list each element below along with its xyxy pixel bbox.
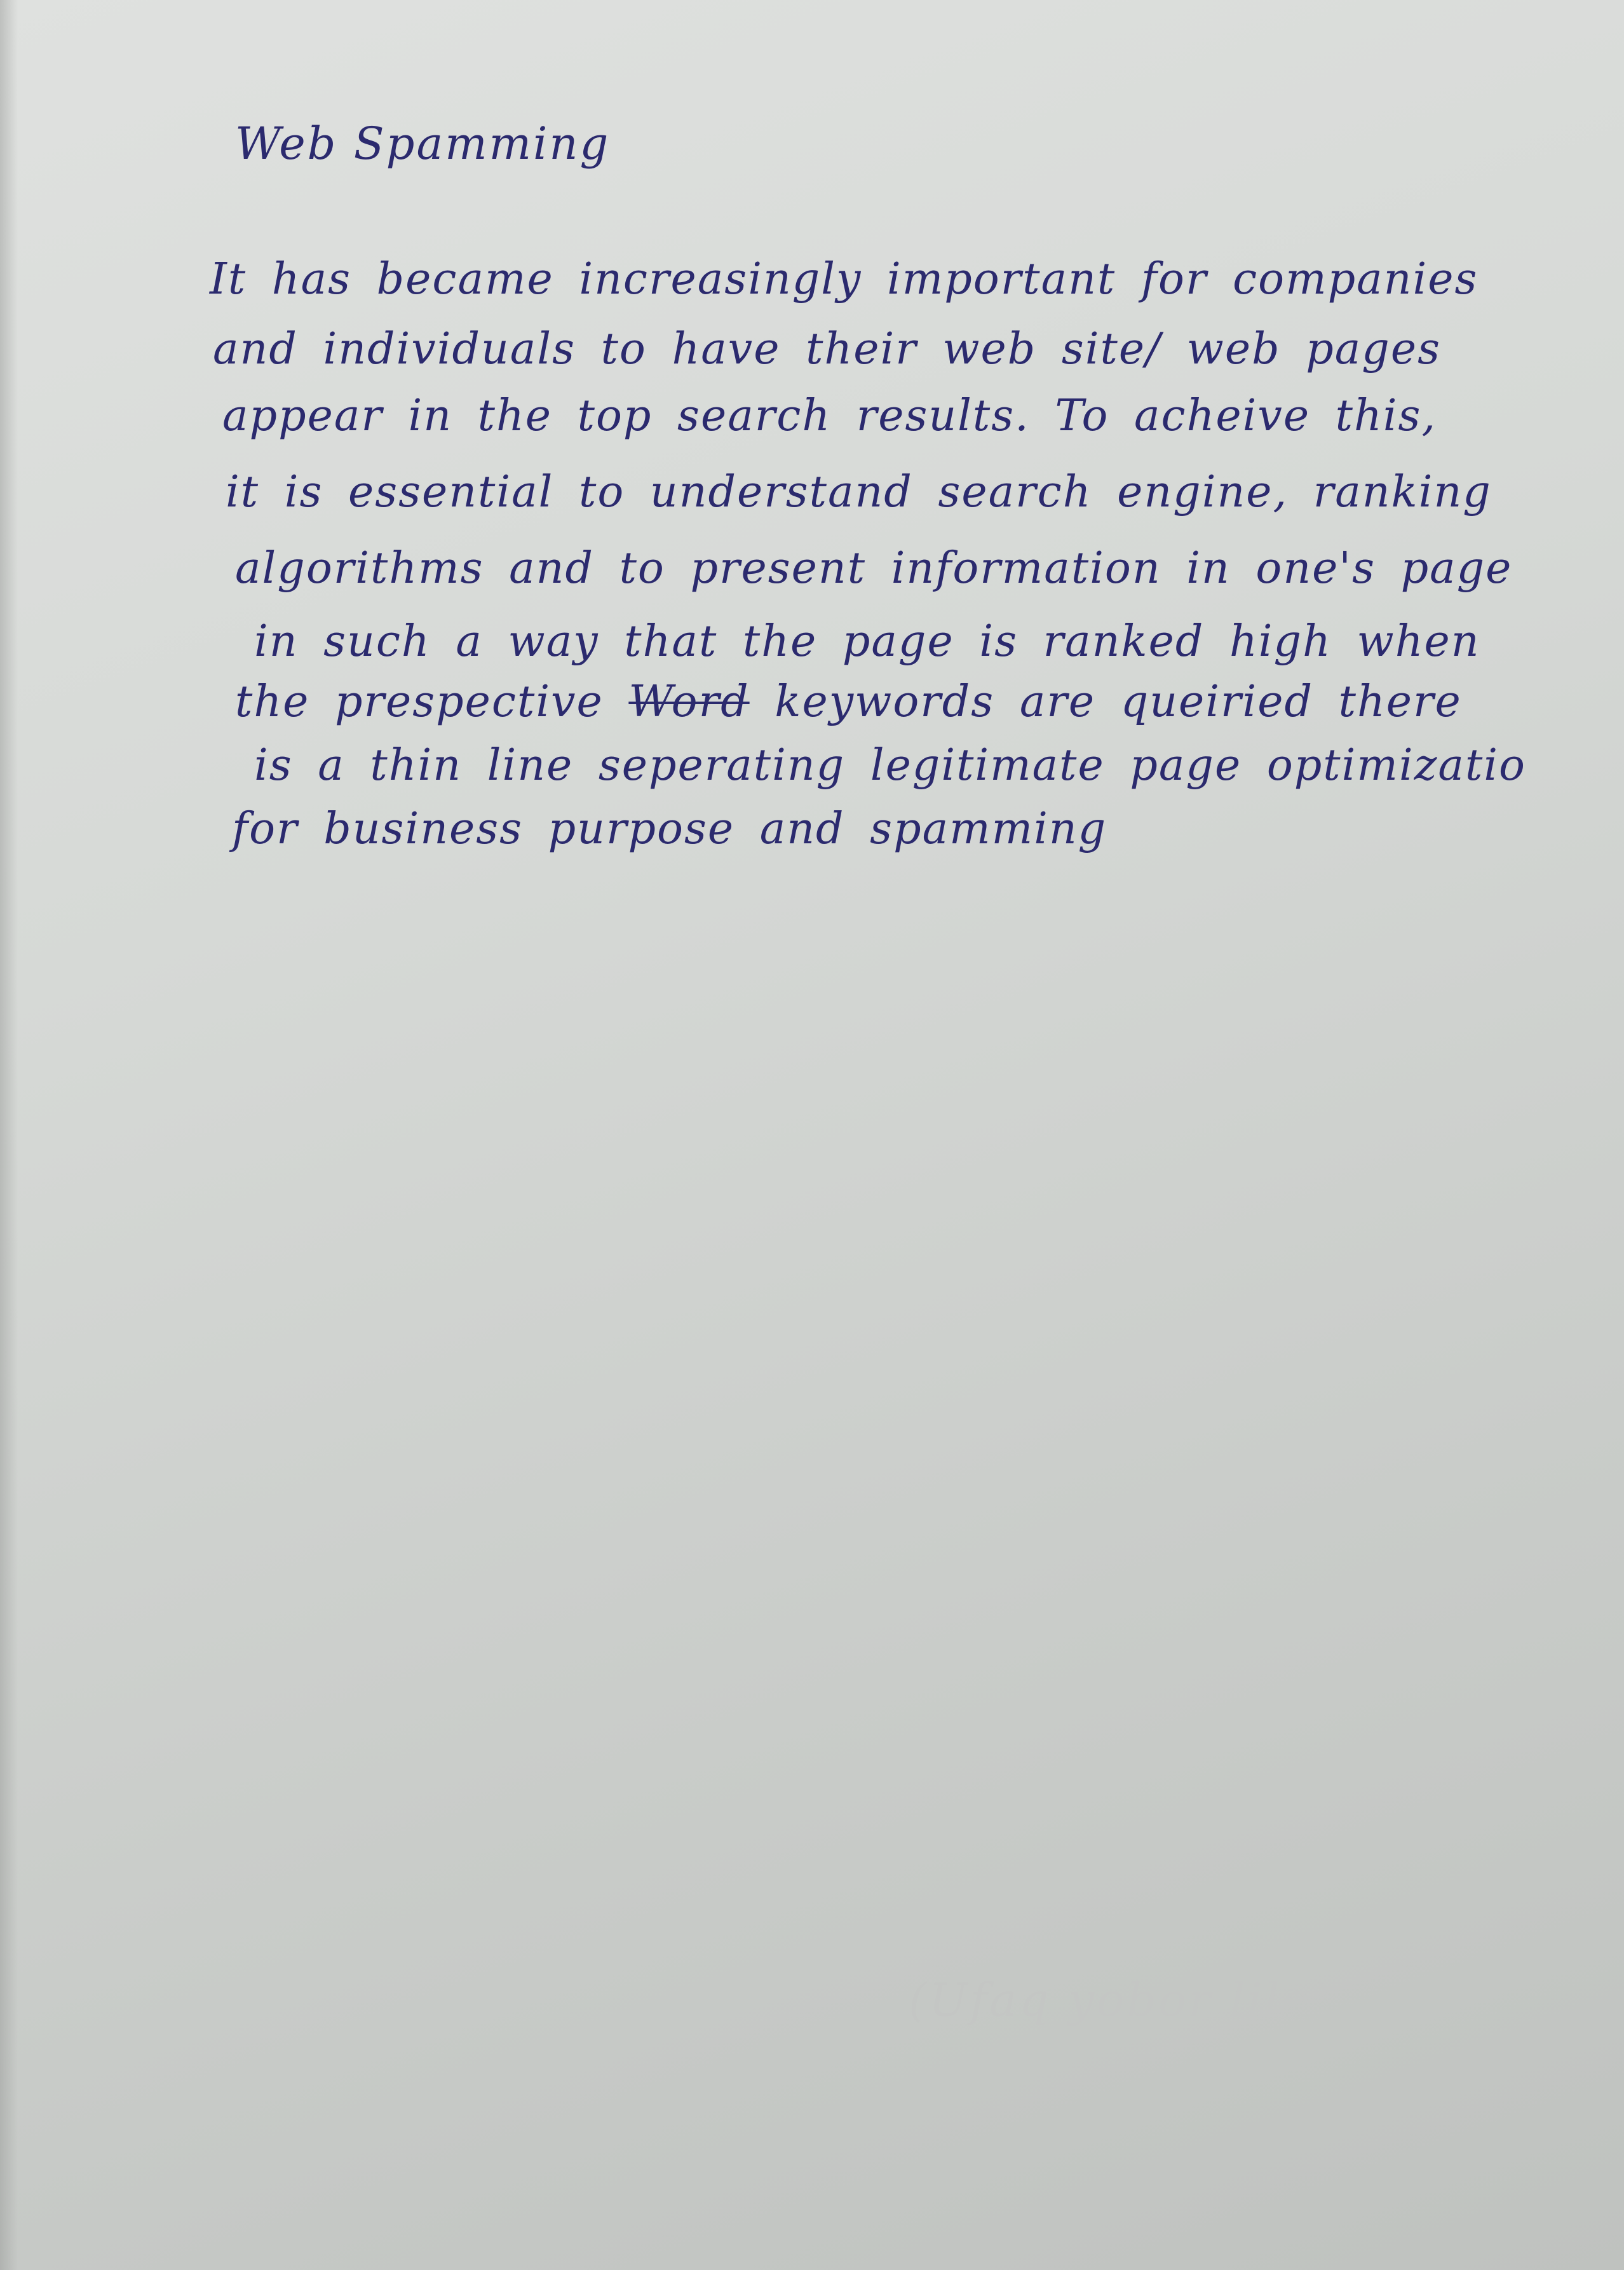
text-line-6: in such a way that the page is ranked high when	[254, 616, 1480, 667]
text-line-2: and individuals to have their web site/ web pages	[213, 324, 1441, 374]
bleed-through-text: (Ufaq yobor lilo)	[909, 1973, 1332, 2027]
page-title: Web Spamming	[235, 118, 611, 170]
text-line-3: appear in the top search results. To acheive this,	[222, 391, 1437, 441]
text-line-7-after: keywords are queiried there	[775, 677, 1462, 727]
page-edge-shadow	[0, 0, 18, 2270]
text-line-4: it is essential to understand search engine, ranking	[226, 467, 1492, 517]
text-line-5: algorithms and to present information in one's page	[235, 543, 1513, 594]
text-line-1: It has became increasingly important for companies	[210, 254, 1479, 304]
struck-word: Word	[628, 677, 750, 727]
text-line-7	[235, 677, 1462, 727]
text-line-7-before: the prespective	[235, 677, 604, 727]
text-line-9: for business purpose and spamming	[232, 804, 1107, 854]
text-line-8: is a thin line seperating legitimate page optimizatio	[254, 740, 1526, 791]
